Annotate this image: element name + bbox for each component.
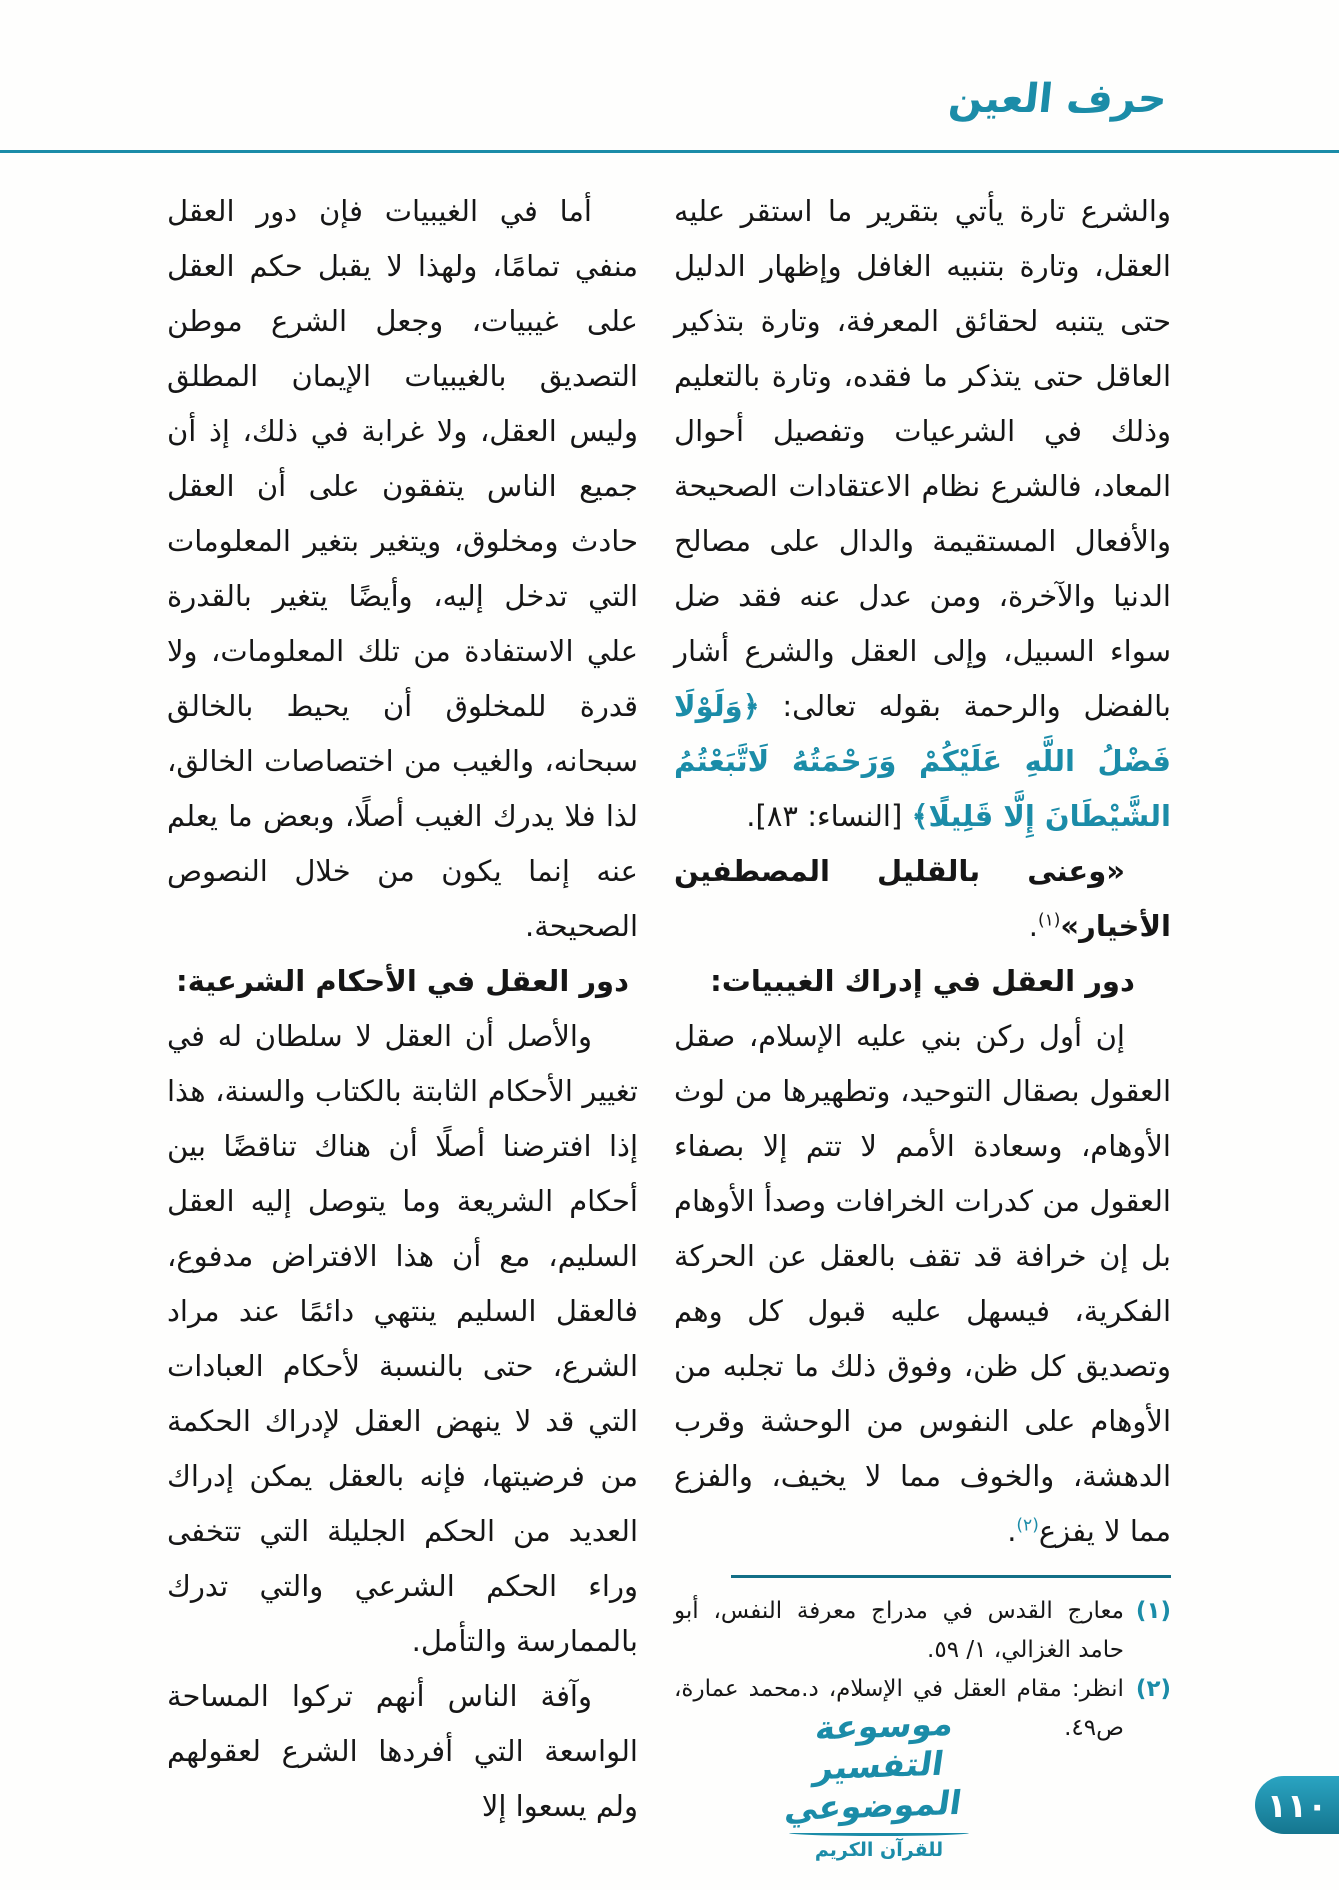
column-right <box>674 184 1171 1834</box>
page-content <box>167 184 1171 1834</box>
footnote-number: (٢) <box>1135 1676 1171 1702</box>
quran-verse: ﴿وَلَوْلَا فَضْلُ اللَّهِ عَلَيْكُمْ وَرَحْمَتُهُ لَاتَّبَعْتُمُ الشَّيْطَانَ إِلَّا قَلِيلًا﴾ <box>674 689 1171 833</box>
footnote-marker-2: (٢) <box>1016 1515 1039 1536</box>
section-heading-unseen: دور العقل في إدراك الغيبيات: <box>710 964 1135 998</box>
paragraph-intellect-and-unseen: أما في الغيبيات فإن دور العقل منفي تمامًا، ولهذا لا يقبل حكم العقل على غيبيات، وجعل الشرع موطن التصديق بالغيبيات الإيمان المطلق وليس العقل، ولا غرابة في ذلك، إذ أن جميع الناس يتفقون على أن العقل حادث ومخلوق، ويتغير بتغير المعلومات التي تدخل إليه، وأيضًا يتغير بالقدرة علي الاستفادة من تلك المعلومات، ولا قدرة للمخلوق أن يحيط بالخالق سبحانه، والغيب من اختصاصات الخالق، لذا فلا يدرك الغيب أصلًا، وبعض ما يعلم عنه إنما يكون من خلال النصوص الصحيحة. <box>167 194 638 943</box>
logo-flourish-ornament <box>789 1830 969 1836</box>
paragraph-sharia-and-intellect <box>674 184 1171 844</box>
page-number: ١١٠ <box>1266 1785 1328 1825</box>
paragraph-people-affliction: وآفة الناس أنهم تركوا المساحة الواسعة التي أفردها الشرع لعقولهم ولم يسعوا إلا <box>167 1679 638 1823</box>
paragraph-intellect-and-rulings: والأصل أن العقل لا سلطان له في تغيير الأحكام الثابتة بالكتاب والسنة، هذا إذا افترضنا أصلًا أن هناك تناقضًا بين أحكام الشريعة وما يتوصل إليه العقل السليم، مع أن هذا الافتراض مدفوع، فالعقل السليم ينتهي دائمًا عند مراد الشرع، حتى بالنسبة لأحكام العبادات التي قد لا ينهض العقل لإدراك الحكمة من فرضيتها، فإنه بالعقل يمكن إدراك العديد من الحكم الجليلة التي تتخفى وراء الحكم الشرعي والتي تدرك بالممارسة والتأمل. <box>167 1019 638 1658</box>
paragraph-text: إن أول ركن بني عليه الإسلام، صقل العقول بصقال التوحيد، وتطهيرها من لوث الأوهام، وسعادة الأمم لا تتم إلا بصفاء العقول من كدرات الخرافات وصدأ الأوهام بل إن خرافة قد تقف بالعقل عن الحركة الفكرية، فيسهل عليه قبول كل وهم وتصديق كل ظن، وفوق ذلك ما تجلبه من الأوهام على النفوس من الوحشة وقرب الدهشة، والخوف مما لا يخيف، والفزع مما لا يفزع <box>674 1019 1171 1548</box>
footnote-text: انظر: مقام العقل في الإسلام، د.محمد عمارة، ص٤٩. <box>674 1676 1124 1741</box>
section-heading-rulings: دور العقل في الأحكام الشرعية: <box>176 964 629 998</box>
verse-reference: [النساء: ٨٣]. <box>746 799 912 833</box>
quote-period: . <box>1028 909 1038 943</box>
paragraph-purifying-minds <box>674 1009 1171 1559</box>
quote-text: «وعنى بالقليل المصطفين الأخيار» <box>674 854 1171 943</box>
page-number-badge <box>1255 1776 1339 1834</box>
footnote-item <box>674 1592 1171 1670</box>
logo-subtitle: للقرآن الكريم <box>814 1839 944 1861</box>
footnote-text: معارج القدس في مدراج معرفة النفس، أبو حامد الغزالي، ١/ ٥٩. <box>674 1598 1124 1663</box>
column-left <box>167 184 638 1834</box>
footnote-divider <box>731 1575 1171 1578</box>
footnote-marker-1: (١) <box>1037 910 1061 931</box>
logo-title: موسوعة التفسير الموضوعي <box>782 1703 965 1829</box>
footnote-number: (١) <box>1135 1598 1171 1624</box>
paragraph-period: . <box>1007 1514 1017 1548</box>
header-divider <box>0 150 1339 153</box>
paragraph-quote <box>674 844 1171 954</box>
publisher-logo <box>749 1703 1009 1862</box>
chapter-heading: حرف العين <box>946 76 1170 122</box>
paragraph-text: والشرع تارة يأتي بتقرير ما استقر عليه العقل، وتارة بتنبيه الغافل وإظهار الدليل حتى يتنبه لحقائق المعرفة، وتارة بتذكير العاقل حتى يتذكر ما فقده، وتارة بالتعليم وذلك في الشرعيات وتفصيل أحوال المعاد، فالشرع نظام الاعتقادات الصحيحة والأفعال المستقيمة والدال على مصالح الدنيا والآخرة، ومن عدل عنه فقد ضل سواء السبيل، وإلى العقل والشرع أشار بالفضل والرحمة بقوله تعالى: <box>674 194 1171 723</box>
